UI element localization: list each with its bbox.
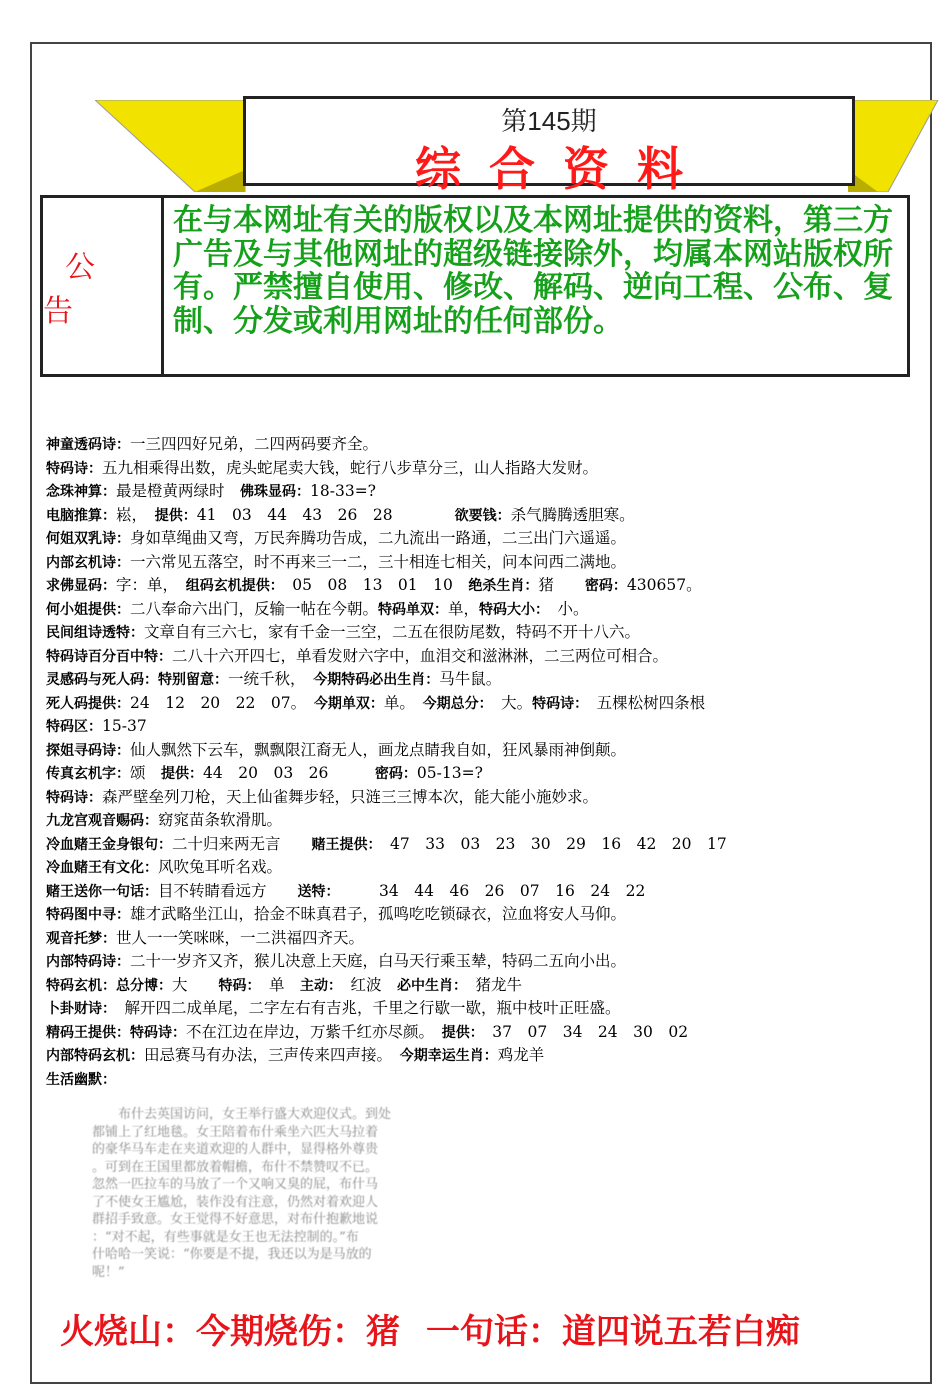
line-value: 05-13=?	[416, 764, 483, 782]
line-key: 生活幽默：	[46, 1071, 116, 1088]
right-wing-decoration	[848, 100, 940, 192]
content-line	[46, 574, 926, 598]
line-key: 佛珠显码：	[240, 484, 311, 500]
title-banner	[243, 96, 855, 196]
line-key: 九龙宫观音赐码：	[46, 813, 158, 829]
content-line	[46, 1068, 926, 1092]
line-key: 今期幸运生肖：	[399, 1048, 498, 1064]
line-value: 世人一一笑咪咪，一二洪福四齐天。	[116, 928, 365, 947]
line-value: 马牛鼠。	[439, 670, 502, 688]
line-key: 送特：	[297, 883, 333, 900]
line-key: 传真玄机字：	[46, 766, 130, 782]
content-line	[46, 504, 926, 528]
line-value: 窈窕苗条软滑肌。	[158, 811, 283, 829]
content-line	[46, 692, 926, 716]
humor-line: ：“对不起，有些事就是女王也无法控制的。”布	[92, 1229, 359, 1245]
line-key: 特码区：	[46, 719, 102, 735]
line-key: 绝杀生肖：	[468, 578, 539, 594]
line-value: 颂	[130, 764, 162, 782]
footer-part-2: 一句话：道四说五若白痴	[425, 1312, 800, 1352]
line-value: 24 12 20 22 07。	[130, 693, 314, 712]
line-value: 不在江边在岸边，万紫千红亦尽颜。	[186, 1022, 442, 1041]
content-line	[46, 974, 926, 998]
content-line	[46, 433, 926, 457]
line-key: 主动：	[300, 977, 336, 994]
line-key: 密码：	[374, 766, 417, 782]
line-value: 一统千秋，	[228, 670, 314, 688]
line-value: 森严壁垒列刀枪，天上仙雀舞步轻，只涟三三博本次，能大能小施妙求。	[102, 787, 599, 806]
line-key: 冷血赌王有文化：	[46, 860, 158, 876]
line-key: 死人码提供：	[46, 695, 130, 712]
line-value: 二八十六开四七，单看发财六字中，血泪交和滋淋淋，二三两位可相合。	[172, 646, 669, 665]
content-line	[46, 621, 926, 645]
line-key: 冷血赌王金身银句：	[46, 836, 172, 853]
humor-text-block	[92, 1106, 702, 1298]
line-value: 单，	[448, 599, 480, 618]
line-value: 目不转睛看远方	[158, 881, 298, 900]
line-key: 特码诗：	[532, 695, 582, 712]
page-title: 综合资料	[415, 142, 711, 196]
line-value: 解开四二成单尾，二字左右有吉兆，千里之行歇一歇，瓶中枝叶正旺盛。	[109, 999, 621, 1017]
left-wing-decoration	[95, 100, 255, 192]
content-line	[46, 950, 926, 974]
line-key: 特码诗百分百中特：	[46, 648, 172, 665]
line-key: 密码：	[584, 578, 627, 594]
line-key: 神童透码诗：	[46, 437, 130, 453]
line-key: 特码大小：	[479, 601, 543, 618]
line-key: 今期单双：	[313, 695, 384, 712]
line-key: 提供：	[154, 507, 197, 524]
line-value: 杀气腾腾透胆寒。	[510, 505, 635, 524]
content-line	[46, 927, 926, 951]
line-value: 大。	[485, 693, 533, 712]
line-key: 特码：	[218, 977, 254, 994]
line-key: 总分博：	[116, 977, 172, 994]
line-value: 仙人飘然下云车，飘飘限江裔无人，画龙点睛我自如，狂风暴雨神倒颠。	[130, 740, 627, 759]
line-key: 内部特码玄机：	[46, 1048, 144, 1064]
humor-line: 呢！”	[92, 1264, 125, 1280]
footer-part-1: 火烧山：今期烧伤：猪	[60, 1312, 400, 1352]
line-value: 文章自有三六七，家有千金一三空，二五在很防尾数，特码不开十八六。	[144, 623, 641, 641]
content-line	[46, 480, 926, 504]
humor-line: 了不使女王尴尬，装作没有注意，仍然对着欢迎人	[92, 1194, 379, 1210]
line-value: 风吹兔耳听名戏。	[158, 858, 283, 876]
line-key: 何小姐提供：	[46, 601, 130, 618]
content-line	[46, 1021, 926, 1045]
line-value: 18-33=?	[310, 482, 376, 500]
line-key: 何姐双乳诗：	[46, 531, 130, 547]
line-key: 内部玄机诗：	[46, 554, 130, 571]
line-value: 34 44 46 26 07 16 24 22	[332, 881, 646, 900]
line-key: 必中生肖：	[397, 977, 461, 994]
humor-line: 群招手致意。女王觉得不好意思，对布什抱歉地说	[92, 1212, 379, 1227]
line-value: 44 20 03 26	[203, 764, 375, 782]
content-line	[46, 739, 926, 763]
humor-line: 布什去英国访问，女王举行盛大欢迎仪式。到处	[92, 1107, 392, 1122]
content-line	[46, 997, 926, 1021]
humor-line: 什哈哈一笑说：“你要是不提，我还以为是马放的	[92, 1247, 372, 1262]
line-value: 鸡龙羊	[497, 1046, 545, 1064]
content-line	[46, 762, 926, 786]
line-key: 探姐寻码诗：	[46, 742, 130, 759]
content-line	[46, 598, 926, 622]
content-line	[46, 856, 926, 880]
line-key: 念珠神算：	[46, 484, 116, 500]
notice-text: 在与本网址有关的版权以及本网址提供的资料，第三方广告及与其他网址的超级链接除外，均属本网站版权所有。严禁擅自使用、修改、解码、逆向工程、公布、复制、分发或利用网址的任何部份。	[173, 203, 893, 339]
content-line	[46, 903, 926, 927]
content-line	[46, 457, 926, 481]
line-value: 单。	[383, 693, 423, 712]
line-value: 身如草绳曲又弯，万民奔腾功告成，二九流出一路通，二三出门六遥遥。	[130, 529, 627, 547]
line-value: 五棵松树四条根	[581, 693, 706, 712]
line-key: 特别留意：	[158, 672, 228, 688]
content-line	[46, 551, 926, 575]
line-value: 猪龙牛	[460, 975, 523, 994]
line-key: 赌王提供：	[311, 836, 375, 853]
content-line	[46, 1044, 926, 1068]
notice-box	[40, 195, 910, 377]
line-key: 赌王送你一句话：	[46, 883, 158, 900]
line-value: 最是橙黄两绿时	[116, 482, 241, 500]
line-value: 红波	[335, 975, 398, 994]
line-value: 05 08 13 01 10	[276, 576, 469, 594]
line-value: 47 33 03 23 30 29 16 42 20 17	[374, 834, 727, 853]
line-key: 灵感码与死人码：	[46, 672, 158, 688]
content-line	[46, 527, 926, 551]
line-key: 今期总分：	[422, 695, 486, 712]
line-value: 猪	[538, 576, 585, 594]
line-key: 特码图中寻：	[46, 907, 130, 923]
line-key: 特码单双：	[378, 601, 449, 618]
content-line	[46, 645, 926, 669]
line-key: 今期特码必出生肖：	[313, 672, 440, 688]
line-key: 电脑推算：	[46, 507, 116, 524]
line-value: 田忌赛马有办法，三声传来四声接。	[144, 1046, 400, 1064]
issue-number: 第145期	[501, 106, 597, 136]
line-value: 一六常见五落空，时不再来三一二，三十相连七相关，问本问西二满地。	[130, 552, 627, 571]
line-key: 欲要钱：	[454, 507, 511, 524]
humor-line: 的豪华马车走在夹道欢迎的人群中，显得格外尊贵	[92, 1142, 379, 1157]
content-line	[46, 809, 926, 833]
humor-line: 。可到在王国里都放着帽檐，布什不禁赞叹不已。	[92, 1159, 379, 1175]
notice-label: 公告	[43, 198, 164, 374]
humor-line: 忽然一匹拉车的马放了一个又响又臭的屁，布什马	[92, 1177, 379, 1192]
line-key: 特码玄机：	[46, 977, 116, 994]
line-key: 特码诗：	[46, 789, 102, 806]
line-key: 提供：	[441, 1024, 477, 1041]
line-value: 二十一岁齐又齐，猴儿决意上天庭，白马天行乘玉辇，特码二五向小出。	[130, 952, 627, 970]
footer-line	[60, 1304, 814, 1353]
line-key: 内部特码诗：	[46, 954, 130, 970]
line-key: 精码王提供：	[46, 1024, 130, 1041]
line-value: 崧，	[116, 505, 155, 524]
line-value: 雄才武略坐江山，拾金不昧真君子，孤鸣吃吃锁碌衣，泣血将安人马仰。	[130, 905, 627, 923]
line-value: 小。	[542, 599, 589, 618]
line-key: 卜卦财诗：	[46, 1001, 109, 1017]
line-value: 大	[172, 975, 219, 994]
line-key: 求佛显码：	[46, 578, 116, 594]
line-value: 二十归来两无言	[172, 834, 312, 853]
content-line	[46, 833, 926, 857]
line-key: 提供：	[161, 766, 204, 782]
humor-line: 都铺上了红地毯。女王陪着布什乘坐六匹大马拉着	[92, 1124, 379, 1140]
line-value: 37 07 34 24 30 02	[476, 1022, 689, 1041]
content-line	[46, 786, 926, 810]
content-line	[46, 880, 926, 904]
line-key: 特码诗：	[130, 1024, 186, 1041]
content-lines	[46, 433, 926, 1091]
line-key: 组码玄机提供：	[185, 578, 277, 594]
line-value: 单	[253, 975, 301, 994]
line-key: 观音托梦：	[46, 930, 116, 947]
line-value: 五九相乘得出数，虎头蛇尾卖大钱，蛇行八步草分三，山人指路大发财。	[102, 458, 599, 477]
line-value: 一三四四好兄弟，二四两码要齐全。	[130, 435, 379, 453]
content-line	[46, 668, 926, 692]
line-key: 民间组诗透特：	[46, 625, 144, 641]
line-value: 41 03 44 43 26 28	[196, 505, 455, 524]
line-value: 15-37	[102, 717, 147, 735]
line-value: 二八奉命六出门，反输一帖在今朝。	[130, 599, 379, 618]
line-value: 430657。	[626, 576, 702, 594]
line-value: 字：单，	[116, 576, 186, 594]
content-line	[46, 715, 926, 739]
line-key: 特码诗：	[46, 460, 102, 477]
